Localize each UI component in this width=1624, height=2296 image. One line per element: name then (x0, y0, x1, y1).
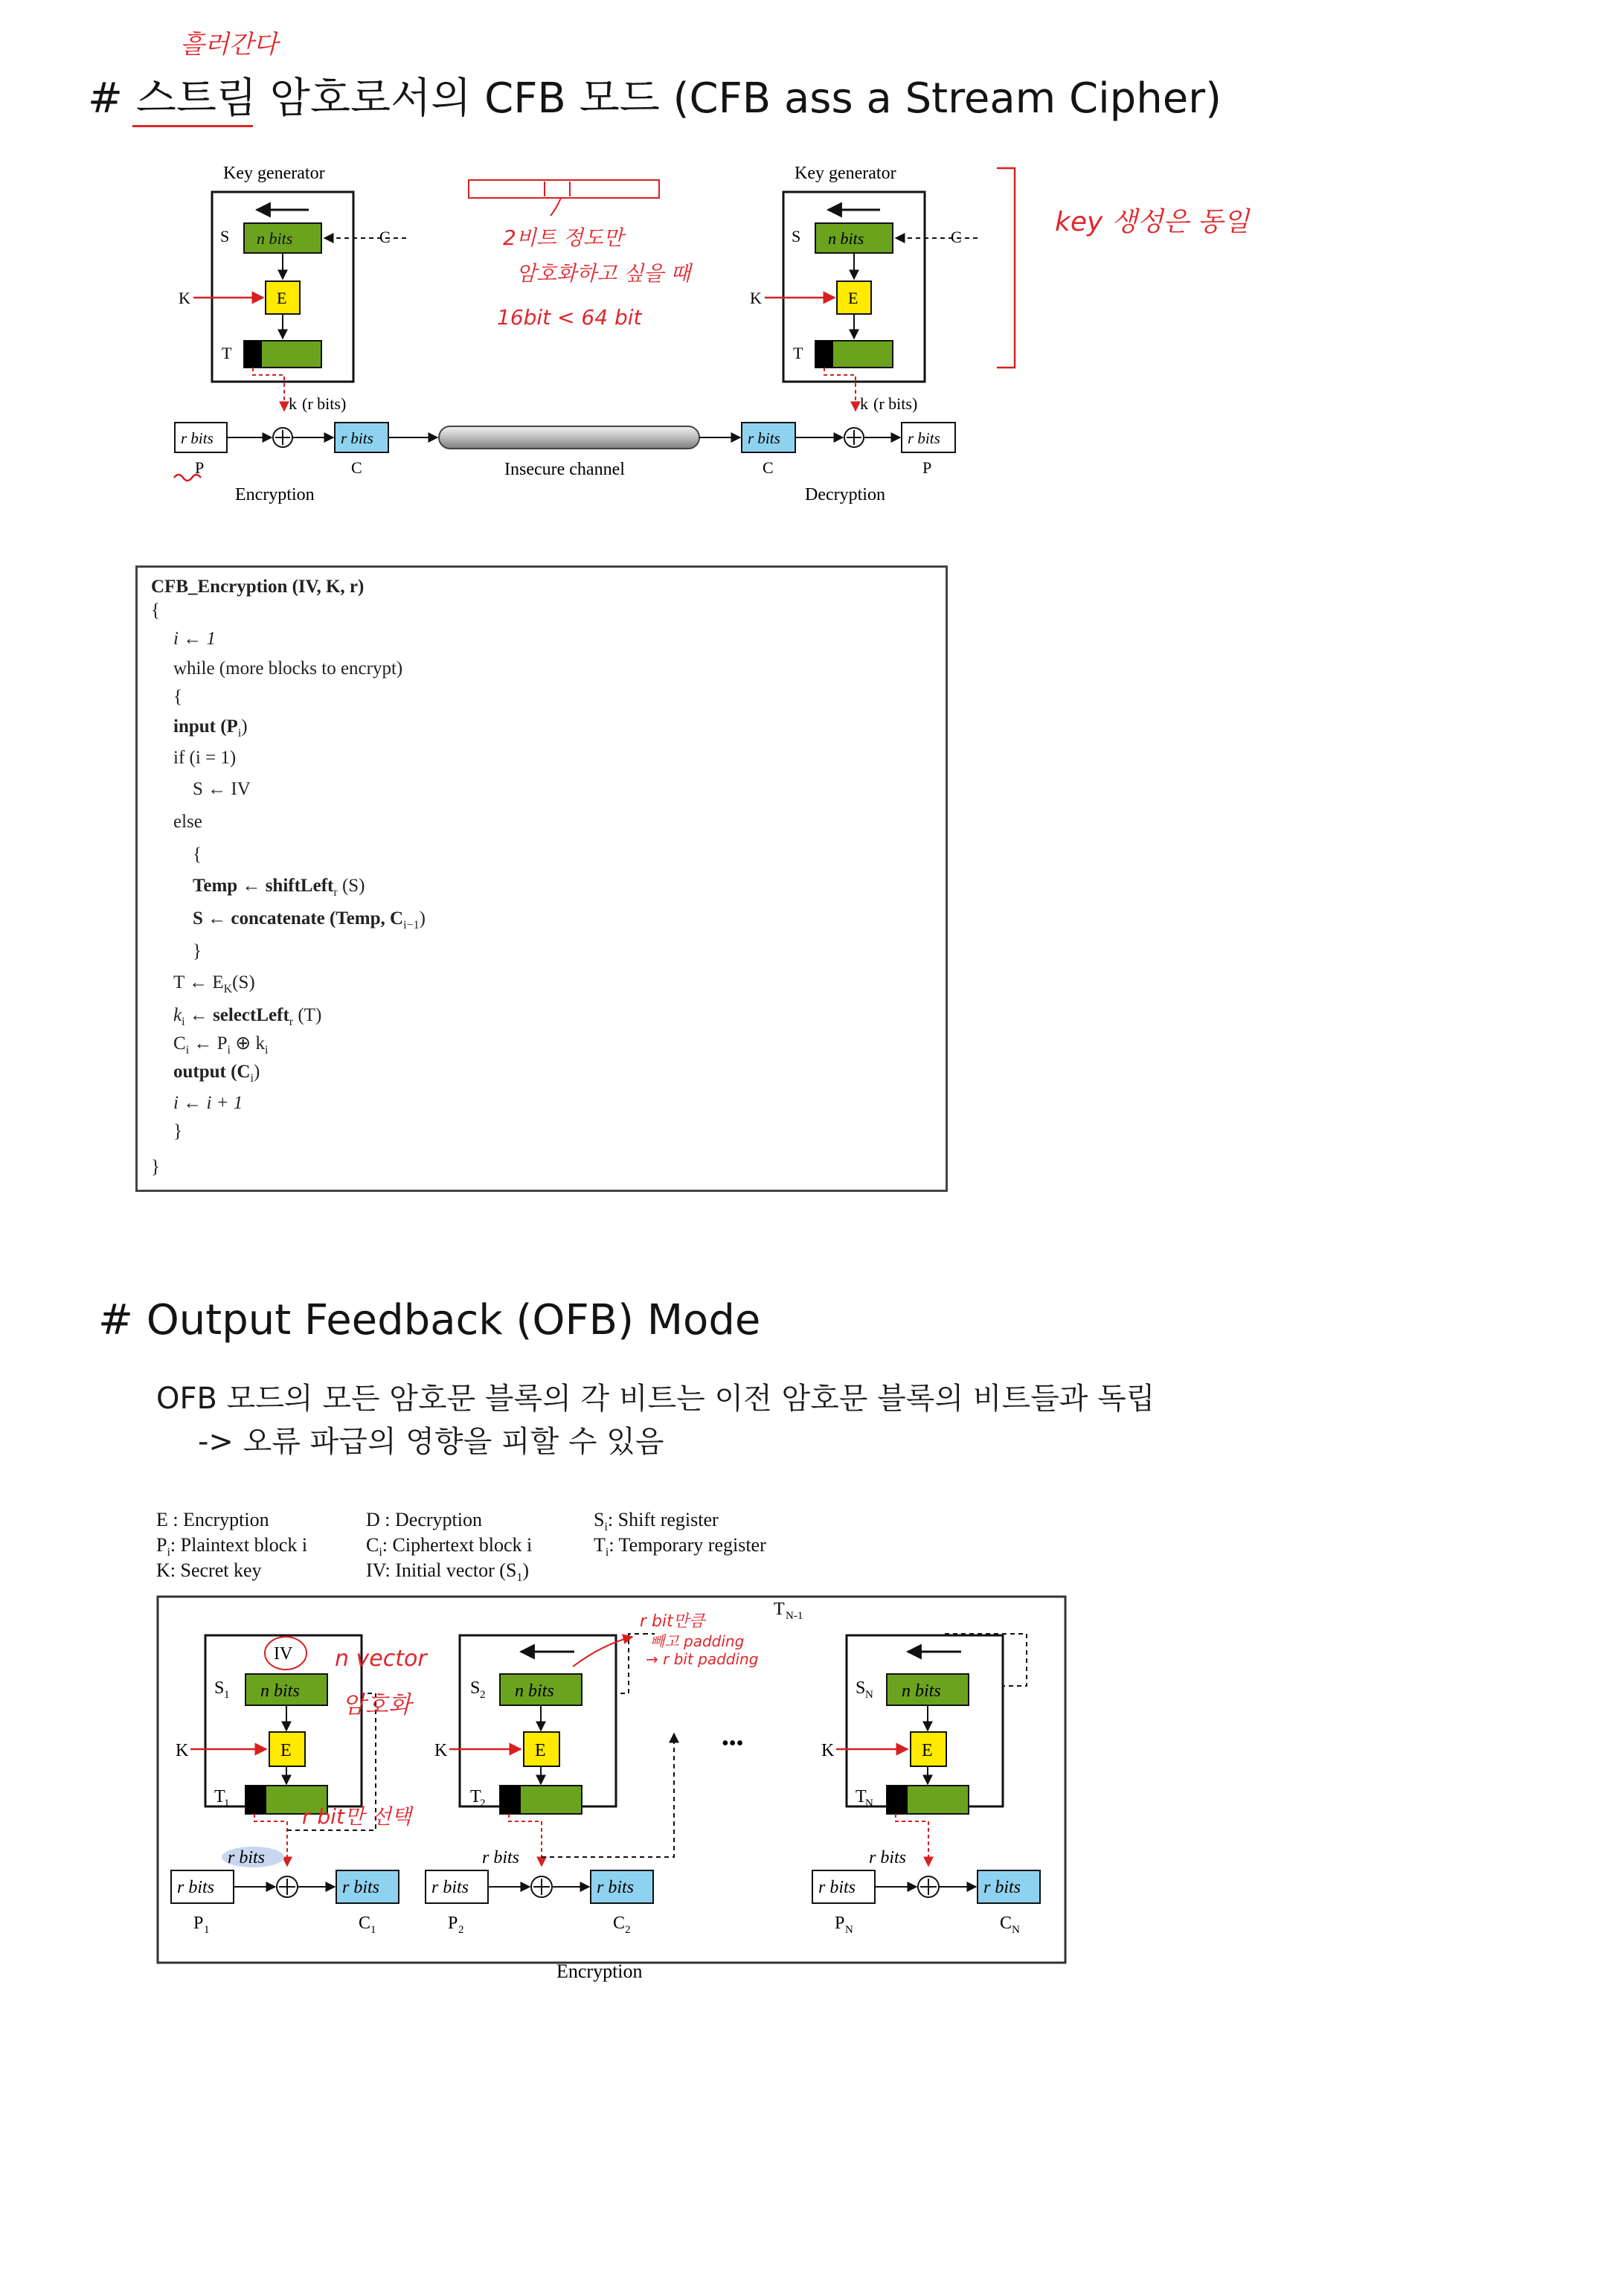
r-bits-label-n: r bits (869, 1848, 907, 1867)
label-decryption: Decryption (805, 485, 885, 504)
svg-text:N: N (1012, 1924, 1020, 1936)
svg-text:N: N (865, 1689, 873, 1701)
underline-annotation (132, 125, 253, 127)
code-line-3: i ← 1 (173, 629, 216, 649)
code-line-9: else (173, 812, 202, 832)
label-e: E (277, 289, 287, 307)
code-line-10: { (193, 844, 202, 865)
handwritten-note-flow: 흘러간다 (180, 30, 278, 60)
label-k-right: K (750, 289, 762, 307)
label-ci-right: C (763, 458, 774, 477)
code-line-6: input $(P_i)$ (173, 716, 248, 740)
svg-text:N: N (865, 1798, 873, 1809)
svg-text:N: N (845, 1924, 853, 1936)
svg-text:N-1: N-1 (786, 1610, 803, 1622)
label-ci-minus-1: C (379, 228, 391, 246)
label-tn-1: T (774, 1600, 785, 1619)
code-line-5: { (173, 687, 182, 707)
label-si: S (220, 227, 230, 246)
label-encryption: Encryption (235, 485, 315, 504)
section-title-cfb-stream: # 스트림 암호로서의 CFB 모드 (CFB ass a Stream Cipher) (88, 74, 1222, 123)
k-2: K (434, 1741, 448, 1760)
cipher-rbits-left: r bits (341, 429, 373, 447)
label-k: K (179, 289, 190, 307)
label-pn: P (835, 1914, 845, 1933)
e-n: E (922, 1741, 933, 1760)
ofb-description-line2: -> 오류 파급의 영향을 피할 수 있음 (198, 1425, 664, 1459)
label-s2: S (470, 1678, 481, 1698)
label-t2: T (470, 1787, 481, 1806)
note-shift-1: r bit만큼 (640, 1612, 705, 1631)
note-rbit-select: r bit만 선택 (302, 1804, 411, 1829)
plain-rbits-right: r bits (908, 429, 940, 447)
svg-text:1: 1 (224, 1689, 230, 1701)
e-2: E (535, 1741, 546, 1760)
label-c2: C (613, 1914, 626, 1933)
code-line-2: { (151, 600, 160, 621)
n-bits-1: n bits (260, 1681, 300, 1701)
label-ofb-encryption: Encryption (556, 1960, 643, 1982)
code-line-4: while (more blocks to encrypt) (173, 658, 403, 679)
note-encrypt: 암호화 (342, 1690, 411, 1719)
label-pi-right: P (922, 458, 932, 477)
code-line-12: S ← concatenate (Temp, $C_{i-1}$) (193, 908, 426, 931)
ofb-encryption-diagram (149, 1585, 1071, 2001)
label-iv: IV (274, 1644, 293, 1664)
n-bits-n: n bits (902, 1681, 941, 1701)
code-line-11: Temp ← shiftLeft$_r$ (S) (193, 876, 365, 899)
k-n: K (821, 1741, 835, 1760)
note-n-vector: n vector (335, 1646, 427, 1672)
code-line-20: } (151, 1157, 160, 1177)
n-bits-2: n bits (515, 1681, 554, 1701)
ofb-description-line1: OFB 모드의 모든 암호문 블록의 각 비트는 이전 암호문 블록의 비트들과 독립 (156, 1382, 1155, 1416)
section-title-ofb: # Output Feedback (OFB) Mode (98, 1296, 761, 1344)
label-ti: T (222, 344, 232, 362)
plain-rbits-left: r bits (181, 429, 214, 447)
svg-text:1: 1 (224, 1798, 230, 1809)
label-e-right: E (848, 289, 858, 307)
ellipsis-dots: ••• (722, 1732, 744, 1755)
label-t1: T (214, 1787, 225, 1806)
note-2bit-line2: 암호화하고 싶을 때 (516, 261, 691, 286)
r-bits-label-1: r bits (228, 1848, 266, 1867)
c-rbits-n: r bits (983, 1878, 1021, 1897)
label-insecure-channel: Insecure channel (504, 460, 625, 479)
label-ki-rbits-right: k (860, 394, 868, 413)
label-ci-minus-1-right: C (951, 228, 962, 246)
e-1: E (280, 1741, 292, 1760)
label-ci-left: C (351, 458, 362, 477)
key-generator-left (179, 164, 406, 411)
label-cn: C (1000, 1914, 1012, 1933)
code-line-17: output $(C_i)$ (173, 1062, 260, 1085)
code-line-14: T ← $E_K(S)$ (173, 972, 255, 995)
code-line-13: } (193, 941, 202, 961)
note-shift-2: 빼고 padding (650, 1632, 745, 1650)
key-generator-right (750, 164, 978, 411)
svg-text:(r bits): (r bits) (873, 394, 918, 413)
code-line-19: } (173, 1121, 182, 1141)
k-1: K (176, 1741, 189, 1760)
label-ki-rbits: k (289, 394, 297, 413)
label-key-generator-right: Key generator (795, 164, 896, 183)
note-key-same: key 생성은 동일 (1055, 207, 1250, 237)
note-shift-3: → r bit padding (646, 1650, 759, 1668)
code-line-8: S ← IV (193, 779, 251, 799)
cipher-rbits-right: r bits (748, 429, 780, 447)
svg-text:2: 2 (480, 1798, 486, 1809)
svg-text:1: 1 (370, 1924, 376, 1936)
label-key-generator: Key generator (223, 164, 325, 183)
label-sn: S (856, 1678, 866, 1698)
code-line-16: $C_i$ ← $P_i$ ⊕ $k_i$ (173, 1033, 269, 1056)
p-rbits-1: r bits (177, 1878, 215, 1897)
note-16bit-64bit: 16bit < 64 bit (497, 305, 642, 330)
label-ti-right: T (793, 344, 803, 362)
label-si-right: S (792, 227, 801, 246)
label-s1: S (214, 1678, 225, 1698)
n-bits-label: n bits (257, 229, 293, 248)
p-rbits-n: r bits (818, 1878, 856, 1897)
code-line-7: if (i = 1) (173, 748, 237, 768)
code-line-18: i ← i + 1 (173, 1093, 243, 1113)
svg-text:2: 2 (480, 1689, 486, 1701)
label-p2: P (448, 1914, 458, 1933)
n-bits-label-right: n bits (828, 229, 864, 248)
code-line-1: CFB_Encryption (IV, K, r) (151, 577, 365, 597)
p-rbits-2: r bits (431, 1878, 469, 1897)
cfb-encryption-code-box (135, 565, 948, 1192)
label-c1: C (359, 1914, 371, 1933)
svg-text:(r bits): (r bits) (302, 394, 347, 413)
label-tn: T (856, 1787, 867, 1806)
c-rbits-1: r bits (342, 1878, 380, 1897)
code-line-15: $k_i$ ← selectLeft$_r$ (T) (173, 1005, 322, 1028)
svg-text:2: 2 (625, 1924, 631, 1936)
ofb-legend: E : Encryption $P_i$: Plaintext block i K: Secret key D : Decryption $C_i$: Ciphertext block i IV: Initial vector $(S_1)$ $S_i$: Shift register $T_i$: Temporary register (156, 1509, 766, 1585)
note-2bit-line1: 2비트 정도만 (503, 225, 623, 250)
svg-text:2: 2 (458, 1924, 464, 1936)
label-p1: P (193, 1914, 204, 1933)
label-pi-left: P (195, 458, 205, 477)
svg-text:1: 1 (204, 1924, 210, 1936)
r-bits-label-2: r bits (482, 1848, 520, 1867)
c-rbits-2: r bits (597, 1878, 635, 1897)
